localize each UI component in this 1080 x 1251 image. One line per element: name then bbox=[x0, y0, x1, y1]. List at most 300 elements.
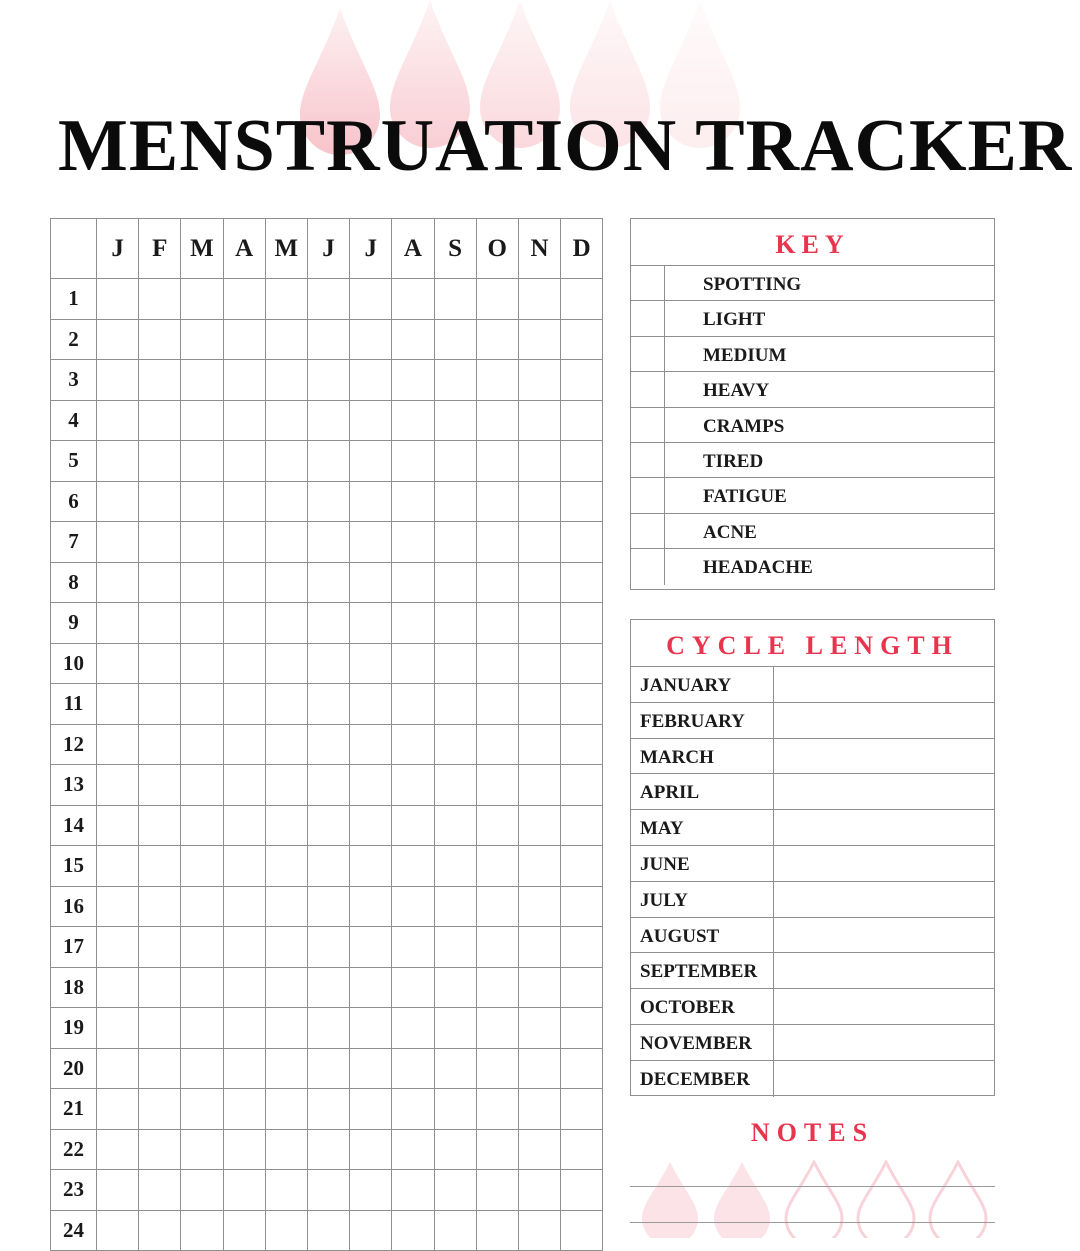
tracker-cell[interactable] bbox=[518, 1210, 560, 1251]
tracker-cell[interactable] bbox=[307, 279, 349, 320]
tracker-cell[interactable] bbox=[392, 684, 434, 725]
tracker-cell[interactable] bbox=[223, 1210, 265, 1251]
tracker-cell[interactable] bbox=[181, 562, 223, 603]
tracker-cell[interactable] bbox=[434, 319, 476, 360]
tracker-cell[interactable] bbox=[392, 846, 434, 887]
tracker-cell[interactable] bbox=[97, 967, 139, 1008]
tracker-cell[interactable] bbox=[181, 603, 223, 644]
tracker-cell[interactable] bbox=[561, 886, 603, 927]
cycle-length-field[interactable] bbox=[774, 810, 994, 845]
tracker-cell[interactable] bbox=[434, 562, 476, 603]
tracker-cell[interactable] bbox=[350, 684, 392, 725]
tracker-cell[interactable] bbox=[139, 319, 181, 360]
tracker-cell[interactable] bbox=[476, 279, 518, 320]
tracker-cell[interactable] bbox=[561, 765, 603, 806]
tracker-cell[interactable] bbox=[223, 724, 265, 765]
tracker-cell[interactable] bbox=[392, 967, 434, 1008]
cycle-length-field[interactable] bbox=[774, 739, 994, 774]
tracker-cell[interactable] bbox=[223, 400, 265, 441]
tracker-cell[interactable] bbox=[561, 1210, 603, 1251]
tracker-cell[interactable] bbox=[350, 1210, 392, 1251]
tracker-cell[interactable] bbox=[265, 1008, 307, 1049]
tracker-cell[interactable] bbox=[392, 1210, 434, 1251]
tracker-cell[interactable] bbox=[561, 441, 603, 482]
tracker-cell[interactable] bbox=[307, 1008, 349, 1049]
tracker-cell[interactable] bbox=[139, 562, 181, 603]
tracker-cell[interactable] bbox=[223, 1048, 265, 1089]
tracker-cell[interactable] bbox=[223, 846, 265, 887]
tracker-cell[interactable] bbox=[476, 1048, 518, 1089]
tracker-cell[interactable] bbox=[307, 684, 349, 725]
tracker-cell[interactable] bbox=[350, 846, 392, 887]
key-color-swatch[interactable] bbox=[631, 372, 665, 406]
tracker-cell[interactable] bbox=[139, 522, 181, 563]
tracker-cell[interactable] bbox=[434, 643, 476, 684]
tracker-cell[interactable] bbox=[181, 846, 223, 887]
tracker-cell[interactable] bbox=[97, 846, 139, 887]
tracker-cell[interactable] bbox=[181, 360, 223, 401]
tracker-cell[interactable] bbox=[350, 1129, 392, 1170]
tracker-cell[interactable] bbox=[392, 441, 434, 482]
tracker-cell[interactable] bbox=[265, 684, 307, 725]
tracker-cell[interactable] bbox=[350, 1170, 392, 1211]
tracker-cell[interactable] bbox=[350, 724, 392, 765]
tracker-cell[interactable] bbox=[307, 643, 349, 684]
cycle-length-field[interactable] bbox=[774, 703, 994, 738]
tracker-cell[interactable] bbox=[561, 846, 603, 887]
tracker-cell[interactable] bbox=[434, 1089, 476, 1130]
tracker-cell[interactable] bbox=[265, 1129, 307, 1170]
tracker-cell[interactable] bbox=[476, 522, 518, 563]
tracker-cell[interactable] bbox=[181, 441, 223, 482]
tracker-cell[interactable] bbox=[434, 967, 476, 1008]
tracker-cell[interactable] bbox=[561, 643, 603, 684]
tracker-cell[interactable] bbox=[307, 441, 349, 482]
tracker-cell[interactable] bbox=[265, 279, 307, 320]
tracker-cell[interactable] bbox=[223, 481, 265, 522]
tracker-cell[interactable] bbox=[561, 1008, 603, 1049]
tracker-cell[interactable] bbox=[265, 400, 307, 441]
tracker-cell[interactable] bbox=[434, 603, 476, 644]
tracker-cell[interactable] bbox=[223, 886, 265, 927]
tracker-cell[interactable] bbox=[181, 319, 223, 360]
tracker-cell[interactable] bbox=[265, 765, 307, 806]
key-color-swatch[interactable] bbox=[631, 443, 665, 477]
tracker-cell[interactable] bbox=[265, 1048, 307, 1089]
tracker-cell[interactable] bbox=[561, 927, 603, 968]
tracker-cell[interactable] bbox=[518, 724, 560, 765]
tracker-cell[interactable] bbox=[223, 684, 265, 725]
key-color-swatch[interactable] bbox=[631, 549, 665, 584]
tracker-cell[interactable] bbox=[181, 400, 223, 441]
tracker-cell[interactable] bbox=[307, 967, 349, 1008]
tracker-cell[interactable] bbox=[307, 1048, 349, 1089]
tracker-cell[interactable] bbox=[223, 643, 265, 684]
key-color-swatch[interactable] bbox=[631, 408, 665, 442]
tracker-cell[interactable] bbox=[392, 522, 434, 563]
tracker-cell[interactable] bbox=[561, 279, 603, 320]
tracker-cell[interactable] bbox=[476, 481, 518, 522]
tracker-cell[interactable] bbox=[139, 481, 181, 522]
tracker-cell[interactable] bbox=[392, 724, 434, 765]
cycle-length-field[interactable] bbox=[774, 989, 994, 1024]
tracker-cell[interactable] bbox=[350, 805, 392, 846]
tracker-cell[interactable] bbox=[181, 886, 223, 927]
tracker-cell[interactable] bbox=[181, 1048, 223, 1089]
tracker-cell[interactable] bbox=[434, 481, 476, 522]
tracker-cell[interactable] bbox=[265, 603, 307, 644]
tracker-cell[interactable] bbox=[392, 1170, 434, 1211]
tracker-cell[interactable] bbox=[476, 1129, 518, 1170]
tracker-cell[interactable] bbox=[265, 724, 307, 765]
tracker-cell[interactable] bbox=[265, 1210, 307, 1251]
tracker-cell[interactable] bbox=[518, 967, 560, 1008]
tracker-cell[interactable] bbox=[350, 1008, 392, 1049]
tracker-cell[interactable] bbox=[223, 1129, 265, 1170]
tracker-cell[interactable] bbox=[561, 1129, 603, 1170]
tracker-cell[interactable] bbox=[561, 724, 603, 765]
tracker-cell[interactable] bbox=[561, 522, 603, 563]
tracker-cell[interactable] bbox=[518, 765, 560, 806]
tracker-cell[interactable] bbox=[223, 603, 265, 644]
tracker-cell[interactable] bbox=[139, 1089, 181, 1130]
tracker-cell[interactable] bbox=[265, 562, 307, 603]
tracker-cell[interactable] bbox=[139, 400, 181, 441]
tracker-cell[interactable] bbox=[265, 522, 307, 563]
key-color-swatch[interactable] bbox=[631, 266, 665, 300]
tracker-cell[interactable] bbox=[392, 360, 434, 401]
tracker-cell[interactable] bbox=[561, 603, 603, 644]
tracker-cell[interactable] bbox=[518, 1089, 560, 1130]
tracker-cell[interactable] bbox=[223, 1089, 265, 1130]
tracker-cell[interactable] bbox=[307, 765, 349, 806]
tracker-cell[interactable] bbox=[139, 360, 181, 401]
tracker-cell[interactable] bbox=[518, 360, 560, 401]
tracker-cell[interactable] bbox=[392, 1048, 434, 1089]
tracker-cell[interactable] bbox=[434, 927, 476, 968]
tracker-cell[interactable] bbox=[476, 319, 518, 360]
tracker-cell[interactable] bbox=[434, 684, 476, 725]
tracker-cell[interactable] bbox=[518, 805, 560, 846]
tracker-cell[interactable] bbox=[307, 603, 349, 644]
tracker-cell[interactable] bbox=[518, 846, 560, 887]
tracker-cell[interactable] bbox=[97, 724, 139, 765]
tracker-cell[interactable] bbox=[181, 481, 223, 522]
cycle-length-field[interactable] bbox=[774, 774, 994, 809]
tracker-cell[interactable] bbox=[139, 441, 181, 482]
tracker-cell[interactable] bbox=[139, 1048, 181, 1089]
tracker-cell[interactable] bbox=[181, 724, 223, 765]
tracker-cell[interactable] bbox=[223, 360, 265, 401]
cycle-length-field[interactable] bbox=[774, 1025, 994, 1060]
tracker-cell[interactable] bbox=[307, 1089, 349, 1130]
tracker-cell[interactable] bbox=[181, 805, 223, 846]
tracker-cell[interactable] bbox=[518, 1129, 560, 1170]
tracker-cell[interactable] bbox=[476, 562, 518, 603]
tracker-cell[interactable] bbox=[518, 1008, 560, 1049]
cycle-length-field[interactable] bbox=[774, 667, 994, 702]
tracker-cell[interactable] bbox=[561, 1170, 603, 1211]
tracker-cell[interactable] bbox=[392, 481, 434, 522]
tracker-cell[interactable] bbox=[518, 279, 560, 320]
tracker-cell[interactable] bbox=[518, 441, 560, 482]
cycle-length-field[interactable] bbox=[774, 846, 994, 881]
tracker-cell[interactable] bbox=[97, 1170, 139, 1211]
tracker-cell[interactable] bbox=[350, 643, 392, 684]
tracker-cell[interactable] bbox=[434, 1048, 476, 1089]
tracker-cell[interactable] bbox=[265, 319, 307, 360]
tracker-cell[interactable] bbox=[476, 1089, 518, 1130]
tracker-cell[interactable] bbox=[139, 1170, 181, 1211]
tracker-cell[interactable] bbox=[392, 400, 434, 441]
tracker-cell[interactable] bbox=[265, 805, 307, 846]
tracker-cell[interactable] bbox=[181, 927, 223, 968]
tracker-cell[interactable] bbox=[307, 360, 349, 401]
tracker-cell[interactable] bbox=[476, 1210, 518, 1251]
tracker-cell[interactable] bbox=[350, 481, 392, 522]
tracker-cell[interactable] bbox=[139, 1210, 181, 1251]
tracker-cell[interactable] bbox=[265, 360, 307, 401]
key-color-swatch[interactable] bbox=[631, 337, 665, 371]
tracker-cell[interactable] bbox=[434, 400, 476, 441]
tracker-cell[interactable] bbox=[97, 441, 139, 482]
tracker-cell[interactable] bbox=[181, 967, 223, 1008]
tracker-cell[interactable] bbox=[181, 643, 223, 684]
tracker-cell[interactable] bbox=[139, 805, 181, 846]
tracker-cell[interactable] bbox=[307, 319, 349, 360]
tracker-cell[interactable] bbox=[307, 1129, 349, 1170]
tracker-cell[interactable] bbox=[223, 967, 265, 1008]
tracker-cell[interactable] bbox=[223, 562, 265, 603]
tracker-cell[interactable] bbox=[350, 360, 392, 401]
tracker-cell[interactable] bbox=[350, 400, 392, 441]
tracker-cell[interactable] bbox=[350, 765, 392, 806]
tracker-cell[interactable] bbox=[181, 765, 223, 806]
tracker-cell[interactable] bbox=[97, 1008, 139, 1049]
tracker-cell[interactable] bbox=[265, 967, 307, 1008]
tracker-cell[interactable] bbox=[181, 279, 223, 320]
tracker-cell[interactable] bbox=[392, 1008, 434, 1049]
tracker-cell[interactable] bbox=[307, 481, 349, 522]
tracker-cell[interactable] bbox=[307, 846, 349, 887]
tracker-cell[interactable] bbox=[392, 1129, 434, 1170]
tracker-cell[interactable] bbox=[518, 522, 560, 563]
tracker-cell[interactable] bbox=[307, 522, 349, 563]
tracker-cell[interactable] bbox=[518, 1170, 560, 1211]
tracker-cell[interactable] bbox=[139, 643, 181, 684]
tracker-cell[interactable] bbox=[561, 481, 603, 522]
tracker-cell[interactable] bbox=[223, 522, 265, 563]
tracker-cell[interactable] bbox=[392, 603, 434, 644]
tracker-cell[interactable] bbox=[181, 522, 223, 563]
tracker-cell[interactable] bbox=[518, 886, 560, 927]
tracker-cell[interactable] bbox=[476, 1170, 518, 1211]
tracker-cell[interactable] bbox=[97, 400, 139, 441]
cycle-length-field[interactable] bbox=[774, 882, 994, 917]
tracker-cell[interactable] bbox=[392, 927, 434, 968]
tracker-cell[interactable] bbox=[392, 765, 434, 806]
tracker-cell[interactable] bbox=[561, 400, 603, 441]
key-color-swatch[interactable] bbox=[631, 478, 665, 512]
tracker-cell[interactable] bbox=[223, 927, 265, 968]
tracker-cell[interactable] bbox=[350, 1089, 392, 1130]
tracker-cell[interactable] bbox=[223, 319, 265, 360]
tracker-cell[interactable] bbox=[181, 1170, 223, 1211]
tracker-cell[interactable] bbox=[476, 886, 518, 927]
tracker-cell[interactable] bbox=[139, 886, 181, 927]
tracker-cell[interactable] bbox=[139, 765, 181, 806]
key-color-swatch[interactable] bbox=[631, 301, 665, 335]
tracker-cell[interactable] bbox=[139, 1008, 181, 1049]
tracker-cell[interactable] bbox=[476, 1008, 518, 1049]
tracker-cell[interactable] bbox=[434, 441, 476, 482]
tracker-cell[interactable] bbox=[139, 967, 181, 1008]
cycle-length-field[interactable] bbox=[774, 953, 994, 988]
tracker-cell[interactable] bbox=[392, 1089, 434, 1130]
tracker-cell[interactable] bbox=[434, 886, 476, 927]
tracker-cell[interactable] bbox=[265, 1089, 307, 1130]
tracker-cell[interactable] bbox=[307, 400, 349, 441]
tracker-cell[interactable] bbox=[97, 481, 139, 522]
tracker-cell[interactable] bbox=[181, 684, 223, 725]
tracker-cell[interactable] bbox=[223, 441, 265, 482]
tracker-cell[interactable] bbox=[561, 1089, 603, 1130]
tracker-cell[interactable] bbox=[265, 927, 307, 968]
tracker-cell[interactable] bbox=[97, 886, 139, 927]
tracker-cell[interactable] bbox=[392, 886, 434, 927]
tracker-cell[interactable] bbox=[139, 927, 181, 968]
tracker-cell[interactable] bbox=[139, 1129, 181, 1170]
tracker-cell[interactable] bbox=[561, 360, 603, 401]
tracker-cell[interactable] bbox=[350, 886, 392, 927]
tracker-cell[interactable] bbox=[97, 927, 139, 968]
tracker-cell[interactable] bbox=[434, 279, 476, 320]
tracker-cell[interactable] bbox=[97, 805, 139, 846]
tracker-cell[interactable] bbox=[265, 643, 307, 684]
tracker-cell[interactable] bbox=[518, 603, 560, 644]
tracker-cell[interactable] bbox=[518, 481, 560, 522]
tracker-cell[interactable] bbox=[223, 1170, 265, 1211]
tracker-cell[interactable] bbox=[97, 319, 139, 360]
tracker-cell[interactable] bbox=[392, 562, 434, 603]
tracker-cell[interactable] bbox=[434, 1129, 476, 1170]
tracker-cell[interactable] bbox=[139, 684, 181, 725]
tracker-cell[interactable] bbox=[518, 643, 560, 684]
tracker-cell[interactable] bbox=[561, 967, 603, 1008]
tracker-cell[interactable] bbox=[392, 319, 434, 360]
tracker-cell[interactable] bbox=[434, 846, 476, 887]
tracker-cell[interactable] bbox=[476, 360, 518, 401]
tracker-cell[interactable] bbox=[434, 1210, 476, 1251]
tracker-cell[interactable] bbox=[561, 805, 603, 846]
tracker-cell[interactable] bbox=[223, 1008, 265, 1049]
tracker-cell[interactable] bbox=[434, 1170, 476, 1211]
tracker-cell[interactable] bbox=[97, 1129, 139, 1170]
tracker-cell[interactable] bbox=[350, 319, 392, 360]
tracker-cell[interactable] bbox=[434, 765, 476, 806]
tracker-cell[interactable] bbox=[265, 481, 307, 522]
tracker-cell[interactable] bbox=[97, 562, 139, 603]
tracker-cell[interactable] bbox=[350, 522, 392, 563]
tracker-cell[interactable] bbox=[476, 805, 518, 846]
tracker-cell[interactable] bbox=[265, 886, 307, 927]
tracker-cell[interactable] bbox=[97, 1089, 139, 1130]
tracker-cell[interactable] bbox=[476, 967, 518, 1008]
tracker-cell[interactable] bbox=[181, 1129, 223, 1170]
tracker-cell[interactable] bbox=[97, 684, 139, 725]
tracker-cell[interactable] bbox=[476, 441, 518, 482]
tracker-cell[interactable] bbox=[476, 400, 518, 441]
tracker-cell[interactable] bbox=[181, 1210, 223, 1251]
tracker-cell[interactable] bbox=[223, 805, 265, 846]
tracker-cell[interactable] bbox=[350, 927, 392, 968]
tracker-cell[interactable] bbox=[265, 1170, 307, 1211]
tracker-cell[interactable] bbox=[223, 279, 265, 320]
tracker-cell[interactable] bbox=[434, 1008, 476, 1049]
tracker-cell[interactable] bbox=[350, 603, 392, 644]
tracker-cell[interactable] bbox=[518, 562, 560, 603]
tracker-cell[interactable] bbox=[307, 562, 349, 603]
tracker-cell[interactable] bbox=[561, 319, 603, 360]
tracker-cell[interactable] bbox=[181, 1008, 223, 1049]
tracker-cell[interactable] bbox=[307, 805, 349, 846]
tracker-cell[interactable] bbox=[97, 1210, 139, 1251]
tracker-cell[interactable] bbox=[518, 927, 560, 968]
tracker-cell[interactable] bbox=[97, 765, 139, 806]
tracker-cell[interactable] bbox=[476, 603, 518, 644]
tracker-cell[interactable] bbox=[97, 279, 139, 320]
tracker-cell[interactable] bbox=[434, 360, 476, 401]
tracker-cell[interactable] bbox=[561, 1048, 603, 1089]
tracker-cell[interactable] bbox=[139, 724, 181, 765]
cycle-length-field[interactable] bbox=[774, 918, 994, 953]
tracker-cell[interactable] bbox=[307, 724, 349, 765]
tracker-cell[interactable] bbox=[139, 603, 181, 644]
tracker-cell[interactable] bbox=[350, 441, 392, 482]
tracker-cell[interactable] bbox=[350, 1048, 392, 1089]
tracker-cell[interactable] bbox=[561, 562, 603, 603]
tracker-cell[interactable] bbox=[181, 1089, 223, 1130]
tracker-cell[interactable] bbox=[476, 643, 518, 684]
tracker-cell[interactable] bbox=[265, 846, 307, 887]
tracker-cell[interactable] bbox=[518, 319, 560, 360]
tracker-cell[interactable] bbox=[434, 724, 476, 765]
tracker-cell[interactable] bbox=[350, 967, 392, 1008]
tracker-cell[interactable] bbox=[97, 603, 139, 644]
tracker-cell[interactable] bbox=[518, 684, 560, 725]
tracker-cell[interactable] bbox=[561, 684, 603, 725]
tracker-cell[interactable] bbox=[139, 279, 181, 320]
tracker-cell[interactable] bbox=[476, 684, 518, 725]
tracker-cell[interactable] bbox=[307, 1210, 349, 1251]
tracker-cell[interactable] bbox=[476, 927, 518, 968]
tracker-cell[interactable] bbox=[434, 522, 476, 563]
cycle-length-field[interactable] bbox=[774, 1061, 994, 1097]
tracker-cell[interactable] bbox=[518, 1048, 560, 1089]
tracker-cell[interactable] bbox=[97, 522, 139, 563]
tracker-cell[interactable] bbox=[307, 927, 349, 968]
tracker-cell[interactable] bbox=[392, 279, 434, 320]
tracker-cell[interactable] bbox=[392, 805, 434, 846]
tracker-cell[interactable] bbox=[139, 846, 181, 887]
tracker-cell[interactable] bbox=[223, 765, 265, 806]
tracker-cell[interactable] bbox=[265, 441, 307, 482]
tracker-cell[interactable] bbox=[434, 805, 476, 846]
tracker-cell[interactable] bbox=[518, 400, 560, 441]
tracker-cell[interactable] bbox=[97, 643, 139, 684]
tracker-cell[interactable] bbox=[476, 765, 518, 806]
tracker-cell[interactable] bbox=[97, 360, 139, 401]
